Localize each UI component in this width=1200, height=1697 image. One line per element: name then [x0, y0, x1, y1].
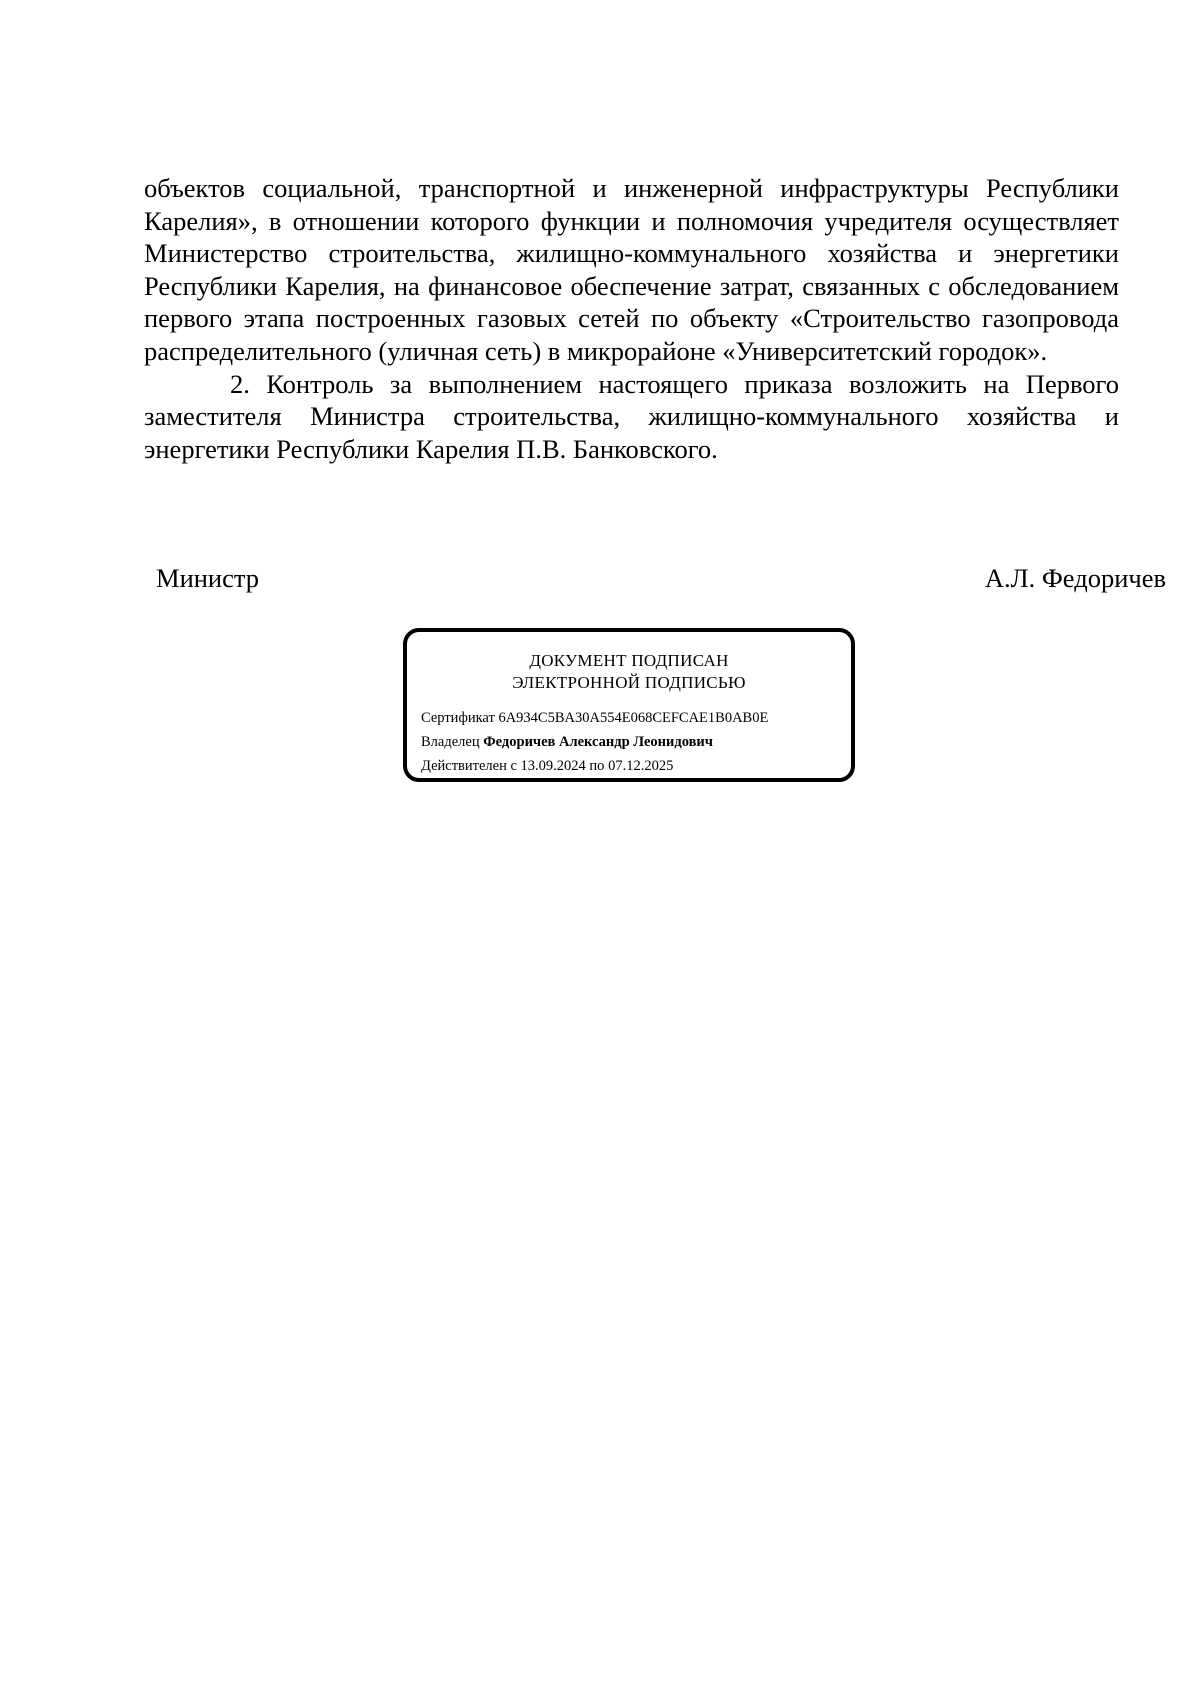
paragraph-control-clause: 2. Контроль за выполнением настоящего приказа возложить на Первого заместителя Министра строительства, жилищно-коммунального хозяйства и энергетики Республики Карелия П.В. Банковского. — [144, 368, 1119, 464]
stamp-certificate-line — [421, 709, 768, 727]
valid-from-value: 13.09.2024 — [520, 758, 586, 774]
stamp-heading — [407, 650, 851, 694]
stamp-owner-line — [421, 733, 713, 751]
owner-value: Федоричев Александр Леонидович — [483, 734, 713, 750]
electronic-signature-stamp — [403, 628, 855, 782]
stamp-heading-line-1: ДОКУМЕНТ ПОДПИСАН — [529, 651, 729, 670]
stamp-validity-line — [421, 757, 673, 775]
owner-label: Владелец — [421, 734, 480, 750]
valid-to-label: по — [589, 758, 605, 774]
stamp-heading-line-2: ЭЛЕКТРОННОЙ ПОДПИСЬЮ — [512, 673, 746, 692]
document-body — [144, 172, 1119, 465]
signatory-title: Министр — [156, 563, 260, 593]
certificate-value: 6A934C5BA30A554E068CEFCAE1B0AB0E — [498, 710, 769, 726]
signatory-name: А.Л. Федоричев — [984, 563, 1166, 593]
valid-from-label: Действителен с — [421, 758, 517, 774]
paragraph-continuation: объектов социальной, транспортной и инженерной инфраструктуры Республики Карелия», в отношении которого функции и полномочия учредителя осуществляет Министерство строительства, жилищно-коммунального хозяйства и энергетики Республики Карелия, на финансовое обеспечение затрат, связанных с обследованием первого этапа построенных газовых сетей по объекту «Строительство газопровода распределительного (уличная сеть) в микрорайоне «Университетский городок». — [144, 173, 1119, 366]
certificate-label: Сертификат — [421, 710, 495, 726]
valid-to-value: 07.12.2025 — [608, 758, 674, 774]
